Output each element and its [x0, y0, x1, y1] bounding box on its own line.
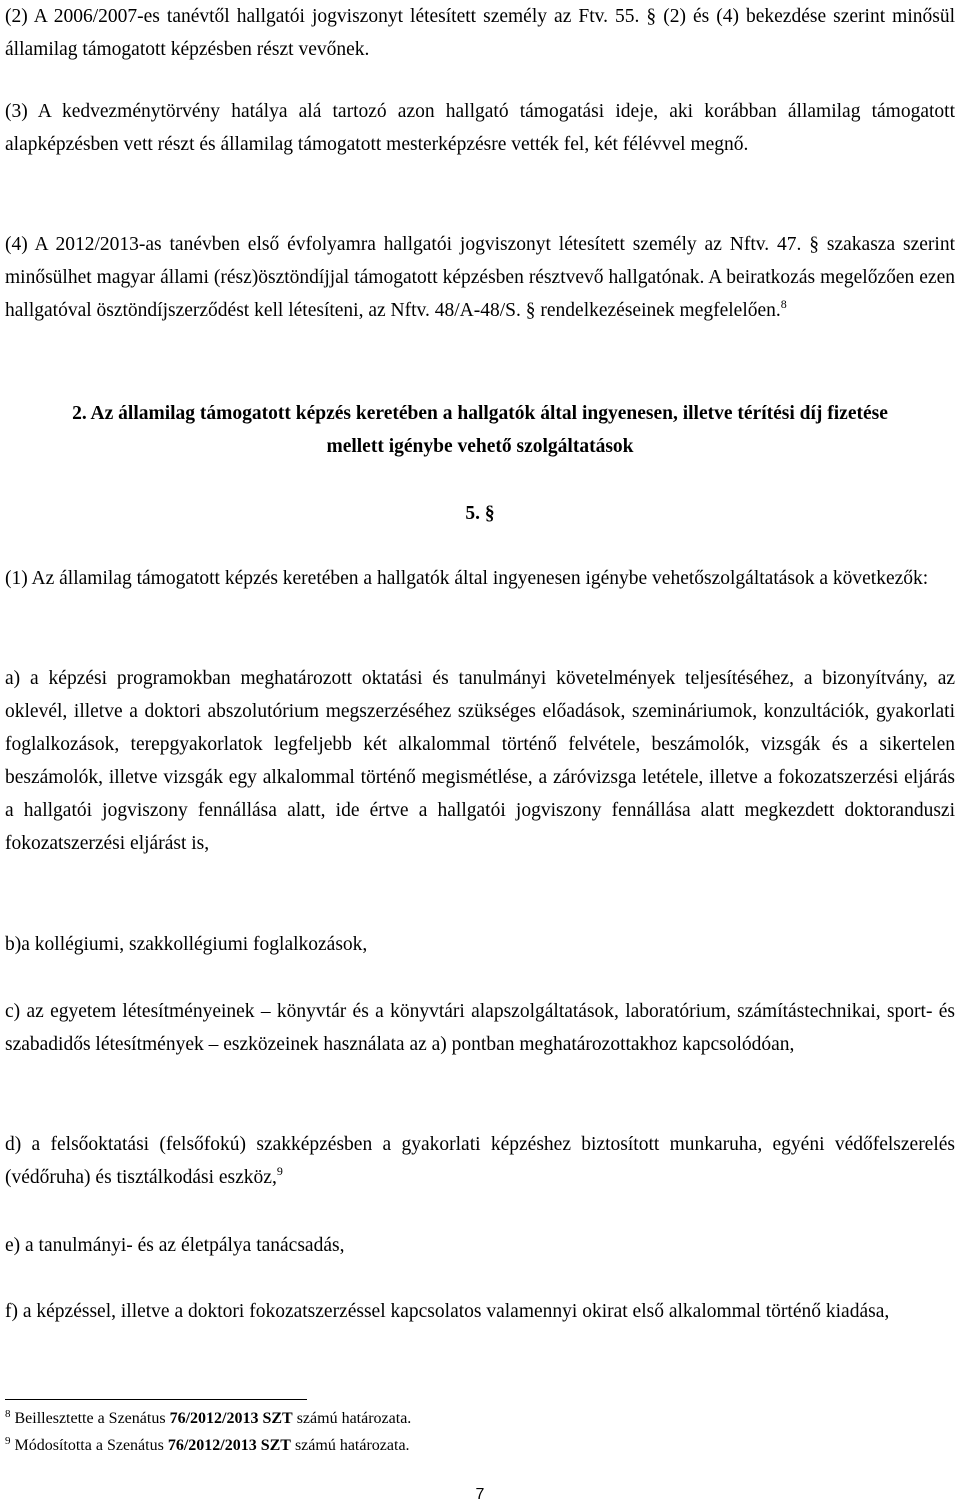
section-heading: 2. Az államilag támogatott képzés keretében a hallgatók által ingyenesen, illetve térítési díj fizetése mellett igénybe vehető szolgáltatások — [72, 403, 888, 457]
footnote-ref-8[interactable]: 8 — [780, 297, 787, 311]
paragraph-4: (4) A 2012/2013-as tanévben első évfolyamra hallgatói jogviszonyt létesített személy az Nftv. 47. § szakasza szerint minősülhet magyar állami (rész)ösztöndíjjal támogatott képzésben résztvevő hallgatónak. A beiratkozás megelőzően ezen hallgatóval ösztöndíjszerződést kell létesíteni, az Nftv. 48/A-48/S. § rendelkezéseinek megfelelően.$^8$ — [5, 234, 955, 321]
item-d: d) a felsőoktatási (felsőfokú) szakképzésben a gyakorlati képzéshez biztosított munkaruha, egyéni védőfelszerelés (védőruha) és tisztálkodási eszköz,$^9$ — [5, 1134, 955, 1188]
section-number: 5. § — [465, 503, 495, 524]
footnote-ref-9[interactable]: 9 — [276, 1164, 283, 1178]
page-number: 7 — [475, 1486, 485, 1503]
paragraph-2: (2) A 2006/2007-es tanévtől hallgatói jogviszonyt létesített személy az Ftv. 55. § (2) és (4) bekezdése szerint minősül államilag támogatott képzésben részt vevőnek. — [5, 6, 955, 60]
footnote-separator — [5, 1399, 307, 1400]
footnote-8: $^8$ Beillesztette a Szenátus 76/2012/2013 SZT számú határozata. — [5, 1408, 412, 1427]
paragraph-3: (3) A kedvezménytörvény hatálya alá tartozó azon hallgató támogatási ideje, aki korábban államilag támogatott alapképzésben vett részt és államilag támogatott mesterképzésre vették fel, két félévvel megnő. — [5, 101, 955, 155]
item-e: e) a tanulmányi- és az életpálya tanácsadás, — [5, 1235, 345, 1256]
item-f: f) a képzéssel, illetve a doktori fokozatszerzéssel kapcsolatos valamennyi okirat első alkalommal történő kiadása, — [5, 1301, 890, 1322]
item-b: b)a kollégiumi, szakkollégiumi foglalkozások, — [5, 934, 368, 955]
paragraph-intro: (1) Az államilag támogatott képzés keretében a hallgatók által ingyenesen igénybe vehetőszolgáltatások a következők: — [5, 568, 929, 589]
footnote-9: $^9$ Módosította a Szenátus 76/2012/2013 SZT számú határozata. — [5, 1435, 410, 1454]
item-c: c) az egyetem létesítményeinek – könyvtár és a könyvtári alapszolgáltatások, laboratórium, számítástechnikai, sport- és szabadidős létesítmények – eszközeinek használata az a) pontban meghatározottakhoz kapcsolódóan, — [5, 1001, 955, 1055]
item-a: a) a képzési programokban meghatározott oktatási és tanulmányi követelmények teljesítéséhez, a bizonyítvány, az oklevél, illetve a doktori abszolutórium megszerzéséhez szükséges előadások, szemináriumok, konzultációk, gyakorlati foglalkozások, terepgyakorlatok legfeljebb két alkalommal történő felvétele, beszámolók, vizsgák és a sikertelen beszámolók, illetve vizsgák egy alkalommal történő megismétlése, a záróvizsga letétele, illetve a fokozatszerzési eljárás a hallgatói jogviszony fennállása alatt, ide értve a hallgatói jogviszony fennállása alatt megkezdett doktoranduszi fokozatszerzési eljárást is, — [5, 668, 955, 854]
